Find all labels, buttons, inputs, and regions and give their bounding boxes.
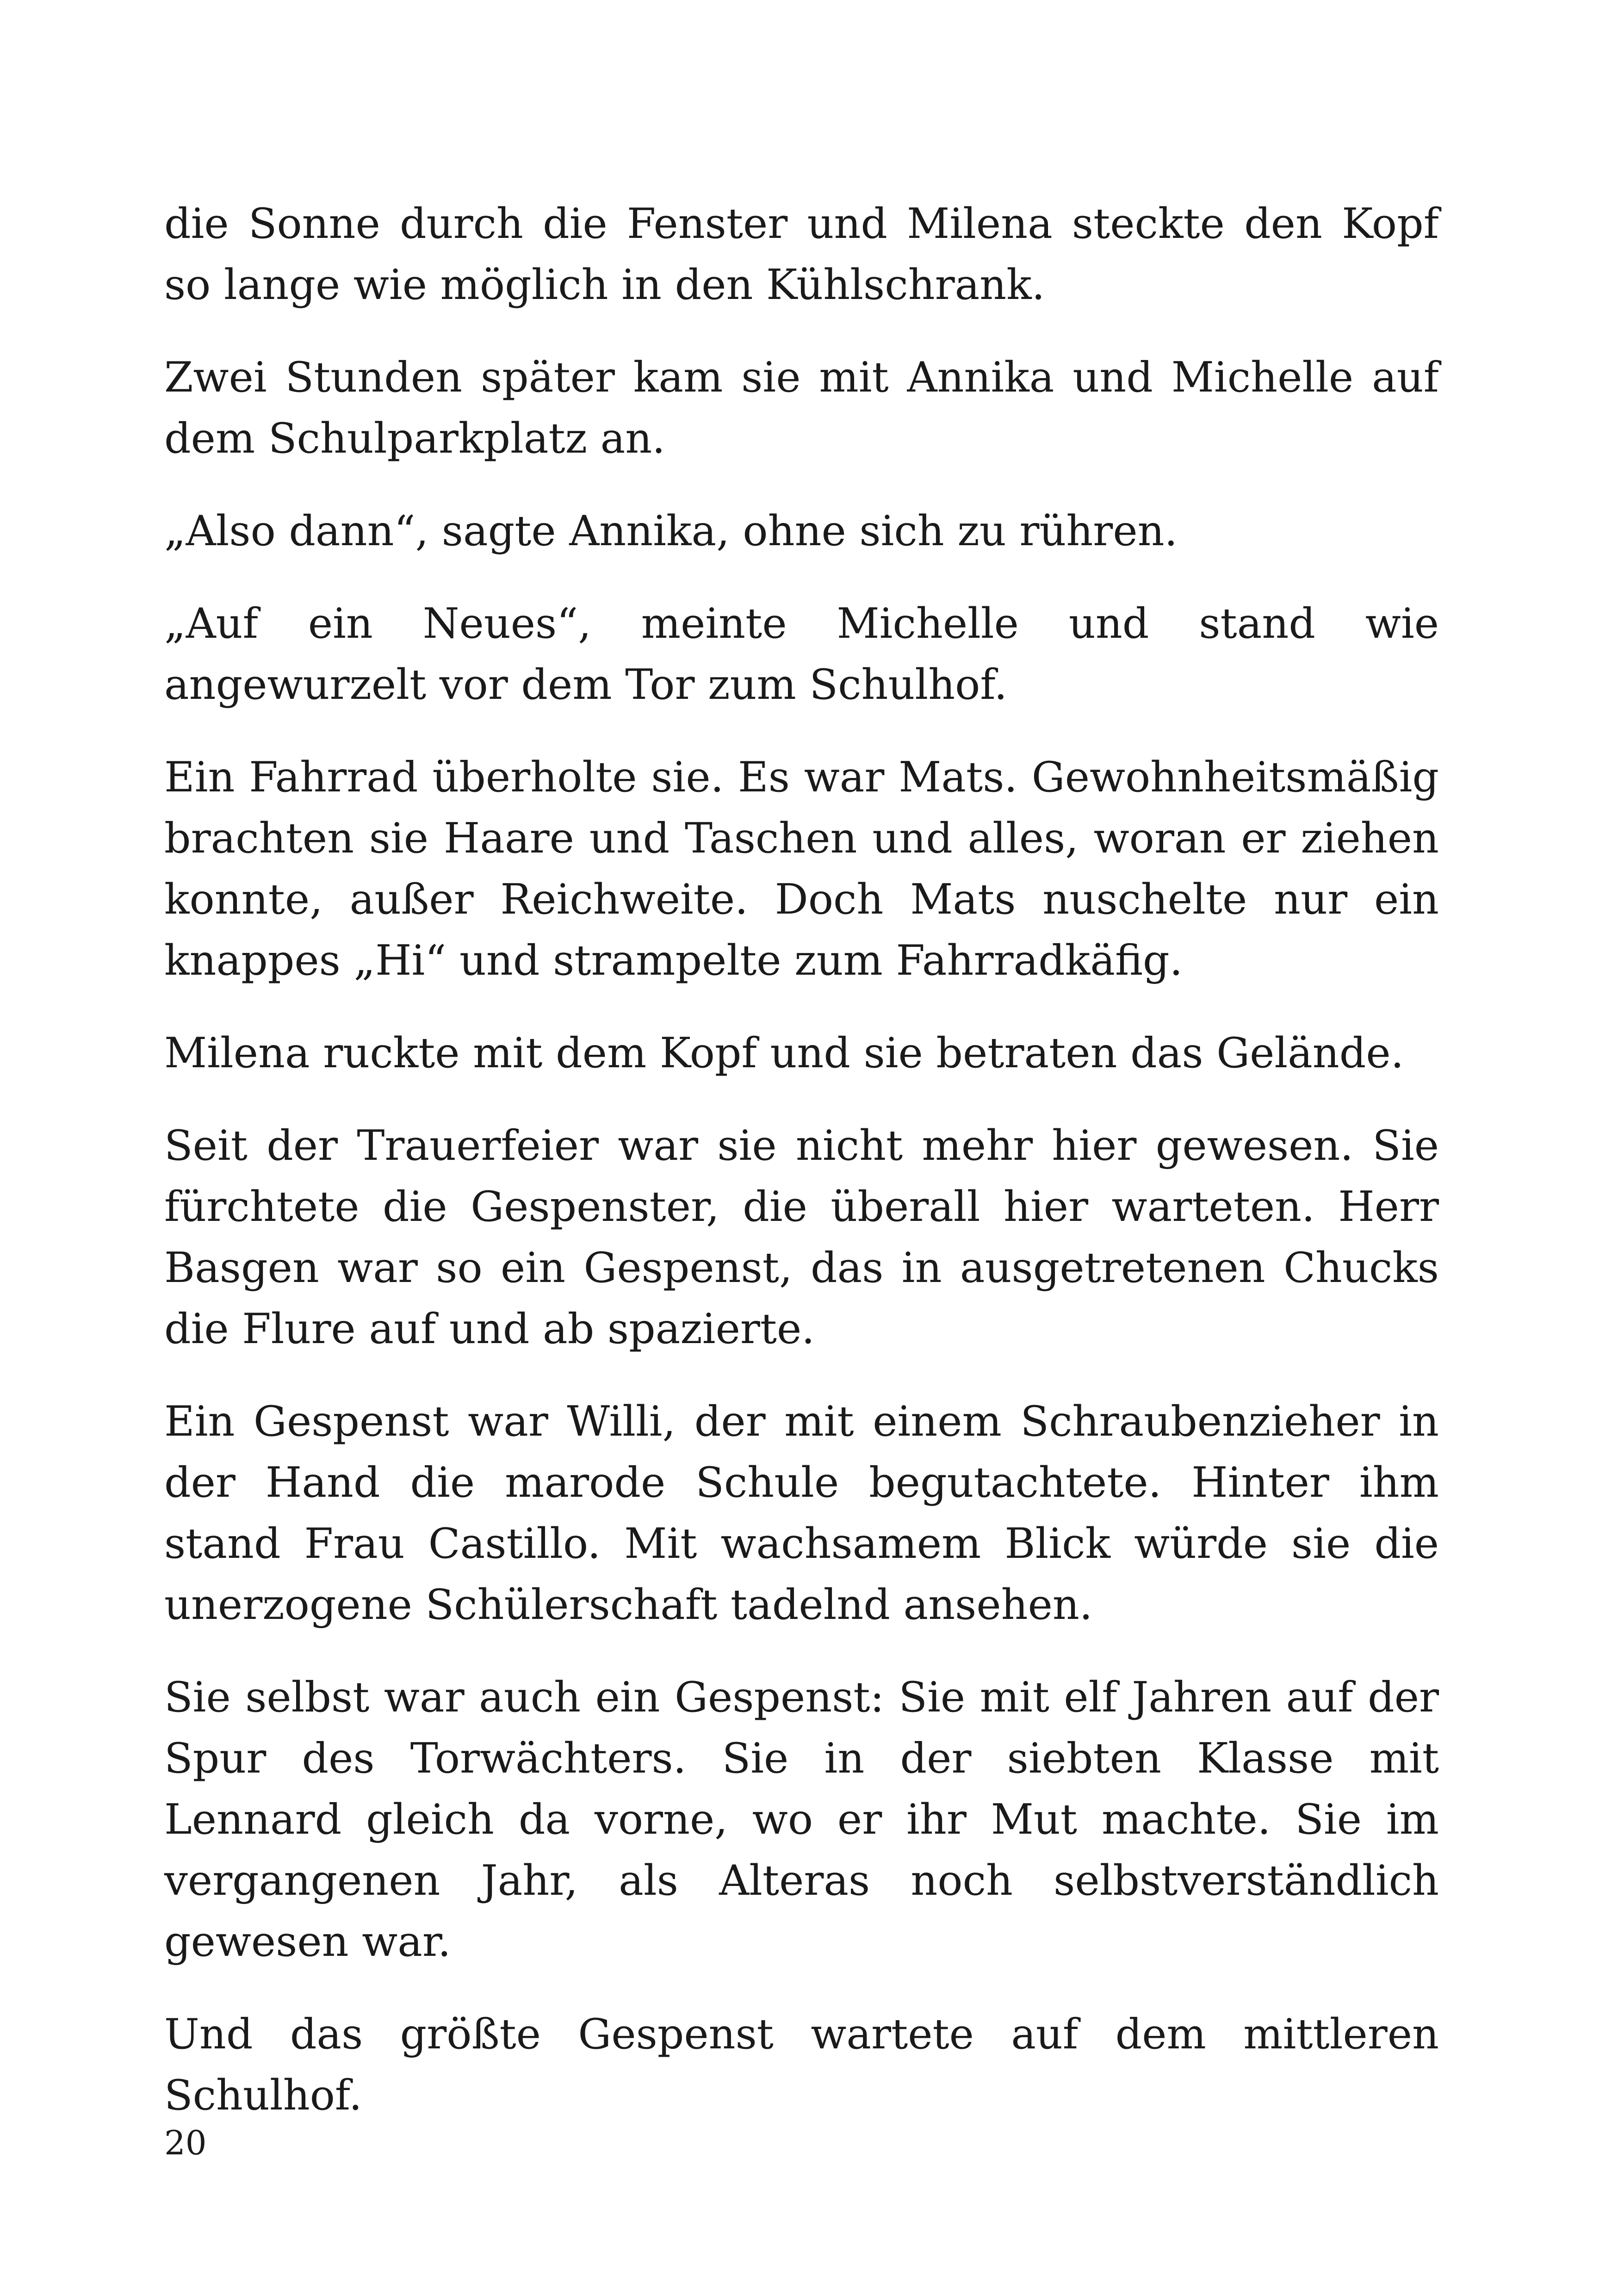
paragraph-9: Sie selbst war auch ein Gespenst: Sie mit elf Jahren auf der Spur des Torwächters. Sie in der siebten Klasse mit Lennard gleich da vorne, wo er ihr Mut machte. Sie im vergangenen Jahr, als Alteras noch selbstverständlich gewesen war.	[164, 1673, 1439, 1966]
paragraph-10: Und das größte Gespenst wartete auf dem mittleren Schulhof.	[164, 2010, 1439, 2120]
paragraph-3: „Also dann“, sagte Annika, ohne sich zu rühren.	[164, 507, 1178, 555]
paragraph-7: Seit der Trauerfeier war sie nicht mehr hier gewesen. Sie fürchtete die Gespenster, die überall hier warteten. Herr Basgen war so ein Gespenst, das in ausgetretenen Chucks die Flure auf und ab spazierte.	[164, 1121, 1439, 1353]
paragraph-5: Ein Fahrrad überholte sie. Es war Mats. Gewohnheitsmäßig brachten sie Haare und Taschen und alles, woran er ziehen konnte, außer Reichweite. Doch Mats nuschelte nur ein knappes „Hi“ und strampelte zum Fahrradkäfig.	[164, 753, 1439, 985]
paragraph-4: „Auf ein Neues“, meinte Michelle und stand wie angewurzelt vor dem Tor zum Schulhof.	[164, 599, 1439, 709]
paragraph-6: Milena ruckte mit dem Kopf und sie betraten das Gelände.	[164, 1029, 1404, 1077]
paragraph-1: die Sonne durch die Fenster und Milena steckte den Kopf so lange wie möglich in den Kühlschrank.	[164, 199, 1439, 309]
body-text	[164, 193, 1439, 2158]
page-number: 20	[164, 2123, 207, 2162]
paragraph-2: Zwei Stunden später kam sie mit Annika und Michelle auf dem Schulparkplatz an.	[164, 353, 1439, 463]
paragraph-8: Ein Gespenst war Willi, der mit einem Schraubenzieher in der Hand die marode Schule begutachtete. Hinter ihm stand Frau Castillo. Mit wachsamem Blick würde sie die unerzogene Schülerschaft tadelnd ansehen.	[164, 1397, 1439, 1629]
